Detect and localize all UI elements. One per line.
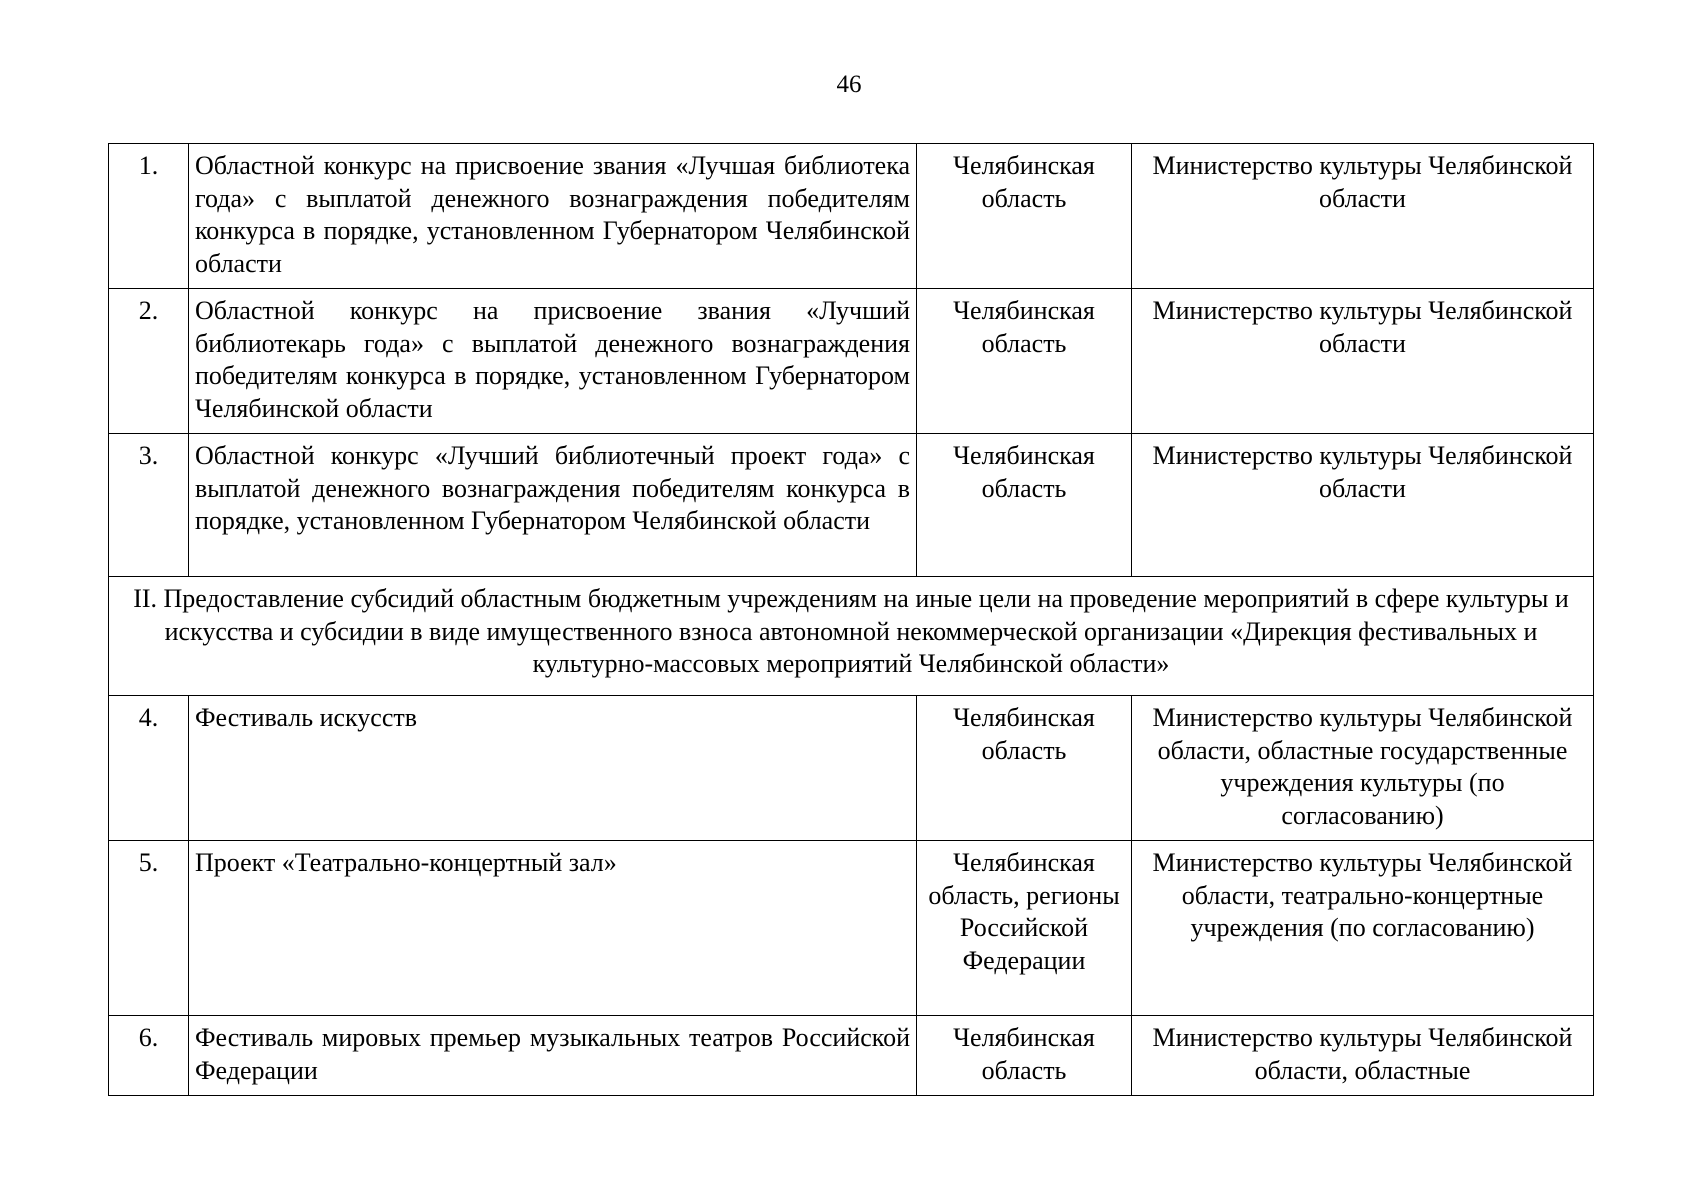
event-place: Челябинская область <box>917 1016 1132 1096</box>
table-row <box>109 841 1594 1016</box>
row-number: 1. <box>109 144 189 289</box>
event-organizer: Министерство культуры Челябинской области <box>1132 144 1594 289</box>
table-row <box>109 1016 1594 1096</box>
row-number: 3. <box>109 434 189 577</box>
event-organizer: Министерство культуры Челябинской области, областные <box>1132 1016 1594 1096</box>
event-place: Челябинская область <box>917 289 1132 434</box>
event-name: Областной конкурс на присвоение звания «Лучшая библиотека года» с выплатой денежного вознаграждения победителям конкурса в порядке, установленном Губернатором Челябинской области <box>189 144 917 289</box>
row-number: 4. <box>109 696 189 841</box>
event-place: Челябинская область <box>917 434 1132 577</box>
event-organizer: Министерство культуры Челябинской области <box>1132 434 1594 577</box>
row-number: 2. <box>109 289 189 434</box>
event-name: Фестиваль искусств <box>189 696 917 841</box>
event-name: Областной конкурс «Лучший библиотечный проект года» с выплатой денежного вознаграждения победителям конкурса в порядке, установленном Губернатором Челябинской области <box>189 434 917 577</box>
table-row <box>109 144 1594 289</box>
row-number: 6. <box>109 1016 189 1096</box>
section-row <box>109 577 1594 696</box>
event-place: Челябинская область, регионы Российской Федерации <box>917 841 1132 1016</box>
event-organizer: Министерство культуры Челябинской области, театрально-концертные учреждения (по согласованию) <box>1132 841 1594 1016</box>
event-organizer: Министерство культуры Челябинской области, областные государственные учреждения культуры (по согласованию) <box>1132 696 1594 841</box>
event-organizer: Министерство культуры Челябинской области <box>1132 289 1594 434</box>
event-place: Челябинская область <box>917 696 1132 841</box>
table-row <box>109 696 1594 841</box>
events-table <box>108 143 1594 1096</box>
row-number: 5. <box>109 841 189 1016</box>
section-heading: II. Предоставление субсидий областным бюджетным учреждениям на иные цели на проведение мероприятий в сфере культуры и искусства и субсидии в виде имущественного взноса автономной некоммерческой организации «Дирекция фестивальных и культурно-массовых мероприятий Челябинской области» <box>109 577 1594 696</box>
table-row <box>109 434 1594 577</box>
event-name: Областной конкурс на присвоение звания «Лучший библиотекарь года» с выплатой денежного вознаграждения победителям конкурса в порядке, установленном Губернатором Челябинской области <box>189 289 917 434</box>
page-number: 46 <box>836 71 862 98</box>
event-place: Челябинская область <box>917 144 1132 289</box>
event-name: Фестиваль мировых премьер музыкальных театров Российской Федерации <box>189 1016 917 1096</box>
table-row <box>109 289 1594 434</box>
event-name: Проект «Театрально-концертный зал» <box>189 841 917 1016</box>
